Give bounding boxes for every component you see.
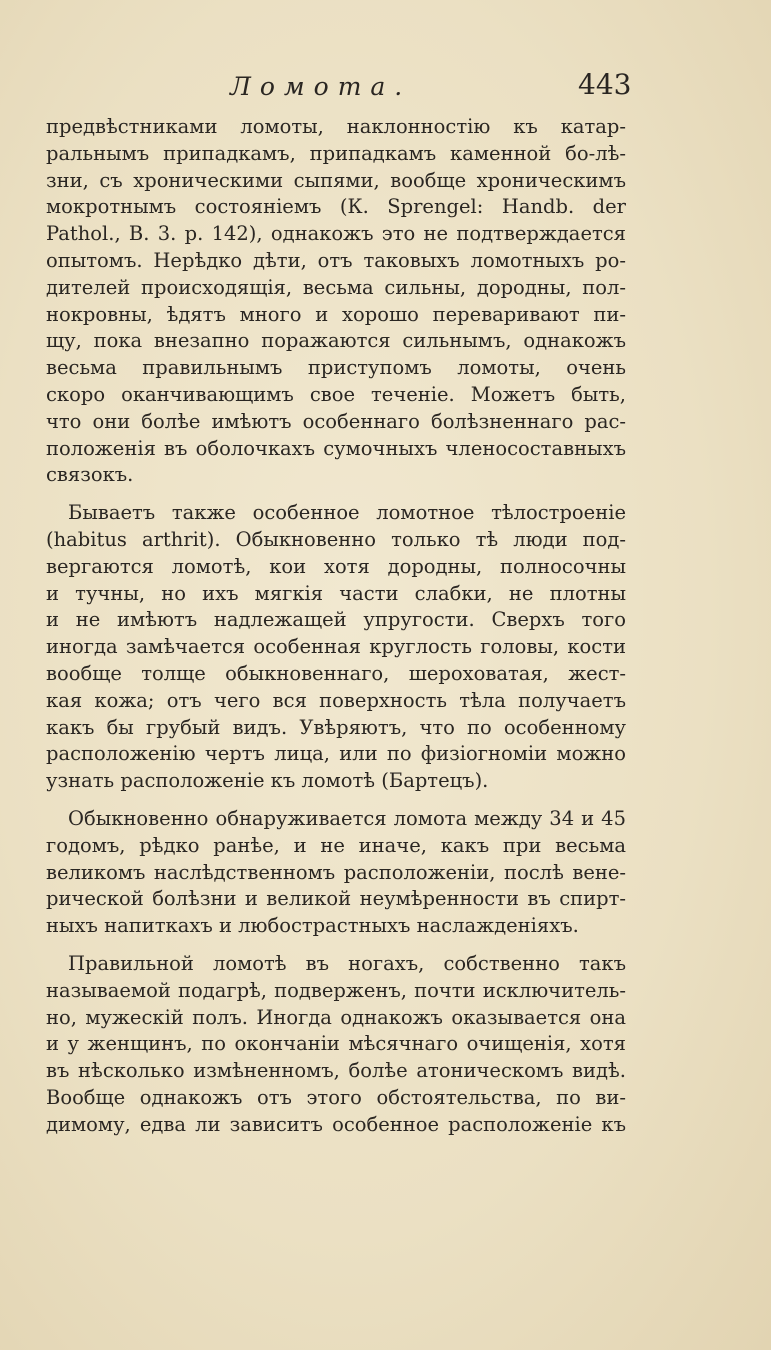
text-line: кая кожа; отъ чего вся поверхность тѣла получаетъ: [46, 688, 626, 712]
text-line: что они болѣе имѣютъ особеннаго болѣзненнаго рас-: [46, 409, 626, 433]
text-line: и не имѣютъ надлежащей упругости. Сверхъ того: [46, 608, 626, 632]
text-line: но, мужескій полъ. Иногда однакожъ оказывается она: [46, 1005, 626, 1029]
text-line: связокъ.: [46, 463, 134, 487]
text-line: нокровны, ѣдятъ много и хорошо переваривают пи-: [46, 302, 626, 326]
text-line: расположенію чертъ лица, или по физіогноміи можно: [46, 742, 626, 766]
text-line: Вообще однакожъ отъ этого обстоятельства, по ви-: [46, 1085, 626, 1109]
text-line: и тучны, но ихъ мягкія части слабки, не плотны: [46, 581, 626, 605]
body-text: [46, 114, 626, 1138]
text-line: дителей происходящія, весьма сильны, дородны, пол-: [46, 275, 626, 299]
page-number: 443: [578, 68, 632, 101]
text-line: годомъ, рѣдко ранѣе, и не иначе, какъ при весьма: [46, 833, 626, 857]
text-line: весьма правильнымъ приступомъ ломоты, очень: [46, 356, 626, 380]
text-line: зни, съ хроническими сыпями, вообще хроническимъ: [46, 168, 626, 192]
text-line: опытомъ. Нерѣдко дѣти, отъ таковыхъ ломотныхъ ро-: [46, 248, 626, 272]
text-line: Правильной ломотѣ въ ногахъ, собственно такъ: [68, 951, 626, 975]
text-line: узнать расположеніе къ ломотѣ (Бартецъ).: [46, 769, 489, 793]
page-header: [0, 68, 771, 108]
text-line: Обыкновенно обнаруживается ломота между 34 и 45: [68, 806, 626, 830]
text-line: димому, едва ли зависитъ особенное расположеніе къ: [46, 1112, 626, 1136]
text-line: какъ бы грубый видъ. Увѣряютъ, что по особенному: [46, 715, 626, 739]
text-line: называемой подагрѣ, подверженъ, почти исключитель-: [46, 978, 626, 1002]
paragraph: [46, 951, 626, 1139]
paragraph: [46, 114, 626, 489]
text-line: Бываетъ также особенное ломотное тѣлостроеніе: [68, 501, 626, 525]
running-title: Ломота.: [230, 72, 412, 101]
text-line: положенія въ оболочкахъ сумочныхъ членосоставныхъ: [46, 436, 626, 460]
text-line: великомъ наслѣдственномъ расположеніи, послѣ вене-: [46, 860, 626, 884]
text-line: Pathol., B. 3. p. 142), однакожъ это не подтверждается: [46, 222, 626, 246]
text-line: рической болѣзни и великой неумѣренности въ спирт-: [46, 887, 626, 911]
paragraph: [46, 500, 626, 795]
text-line: скоро оканчивающимъ свое теченіе. Можетъ быть,: [46, 382, 626, 406]
text-line: предвѣстниками ломоты, наклонностію къ катар-: [46, 115, 626, 138]
text-line: и у женщинъ, по окончаніи мѣсячнаго очищенія, хотя: [46, 1032, 626, 1056]
text-line: въ нѣсколько измѣненномъ, болѣе атоническомъ видѣ.: [46, 1059, 626, 1083]
text-line: ныхъ напиткахъ и любострастныхъ наслажденіяхъ.: [46, 914, 579, 938]
paragraph: [46, 806, 626, 940]
text-line: вергаются ломотѣ, кои хотя дородны, полносочны: [46, 554, 626, 578]
text-line: щу, пока внезапно поражаются сильнымъ, однакожъ: [46, 329, 626, 353]
text-line: иногда замѣчается особенная круглость головы, кости: [46, 635, 626, 659]
text-line: ральнымъ припадкамъ, припадкамъ каменной бо-лѣ-: [46, 141, 626, 165]
text-line: вообще толще обыкновеннаго, шероховатая, жест-: [46, 661, 626, 685]
text-line: (habitus arthrit). Обыкновенно только тѣ люди под-: [46, 527, 626, 551]
text-line: мокротнымъ состояніемъ (К. Sprengel: Handb. der: [46, 195, 626, 219]
